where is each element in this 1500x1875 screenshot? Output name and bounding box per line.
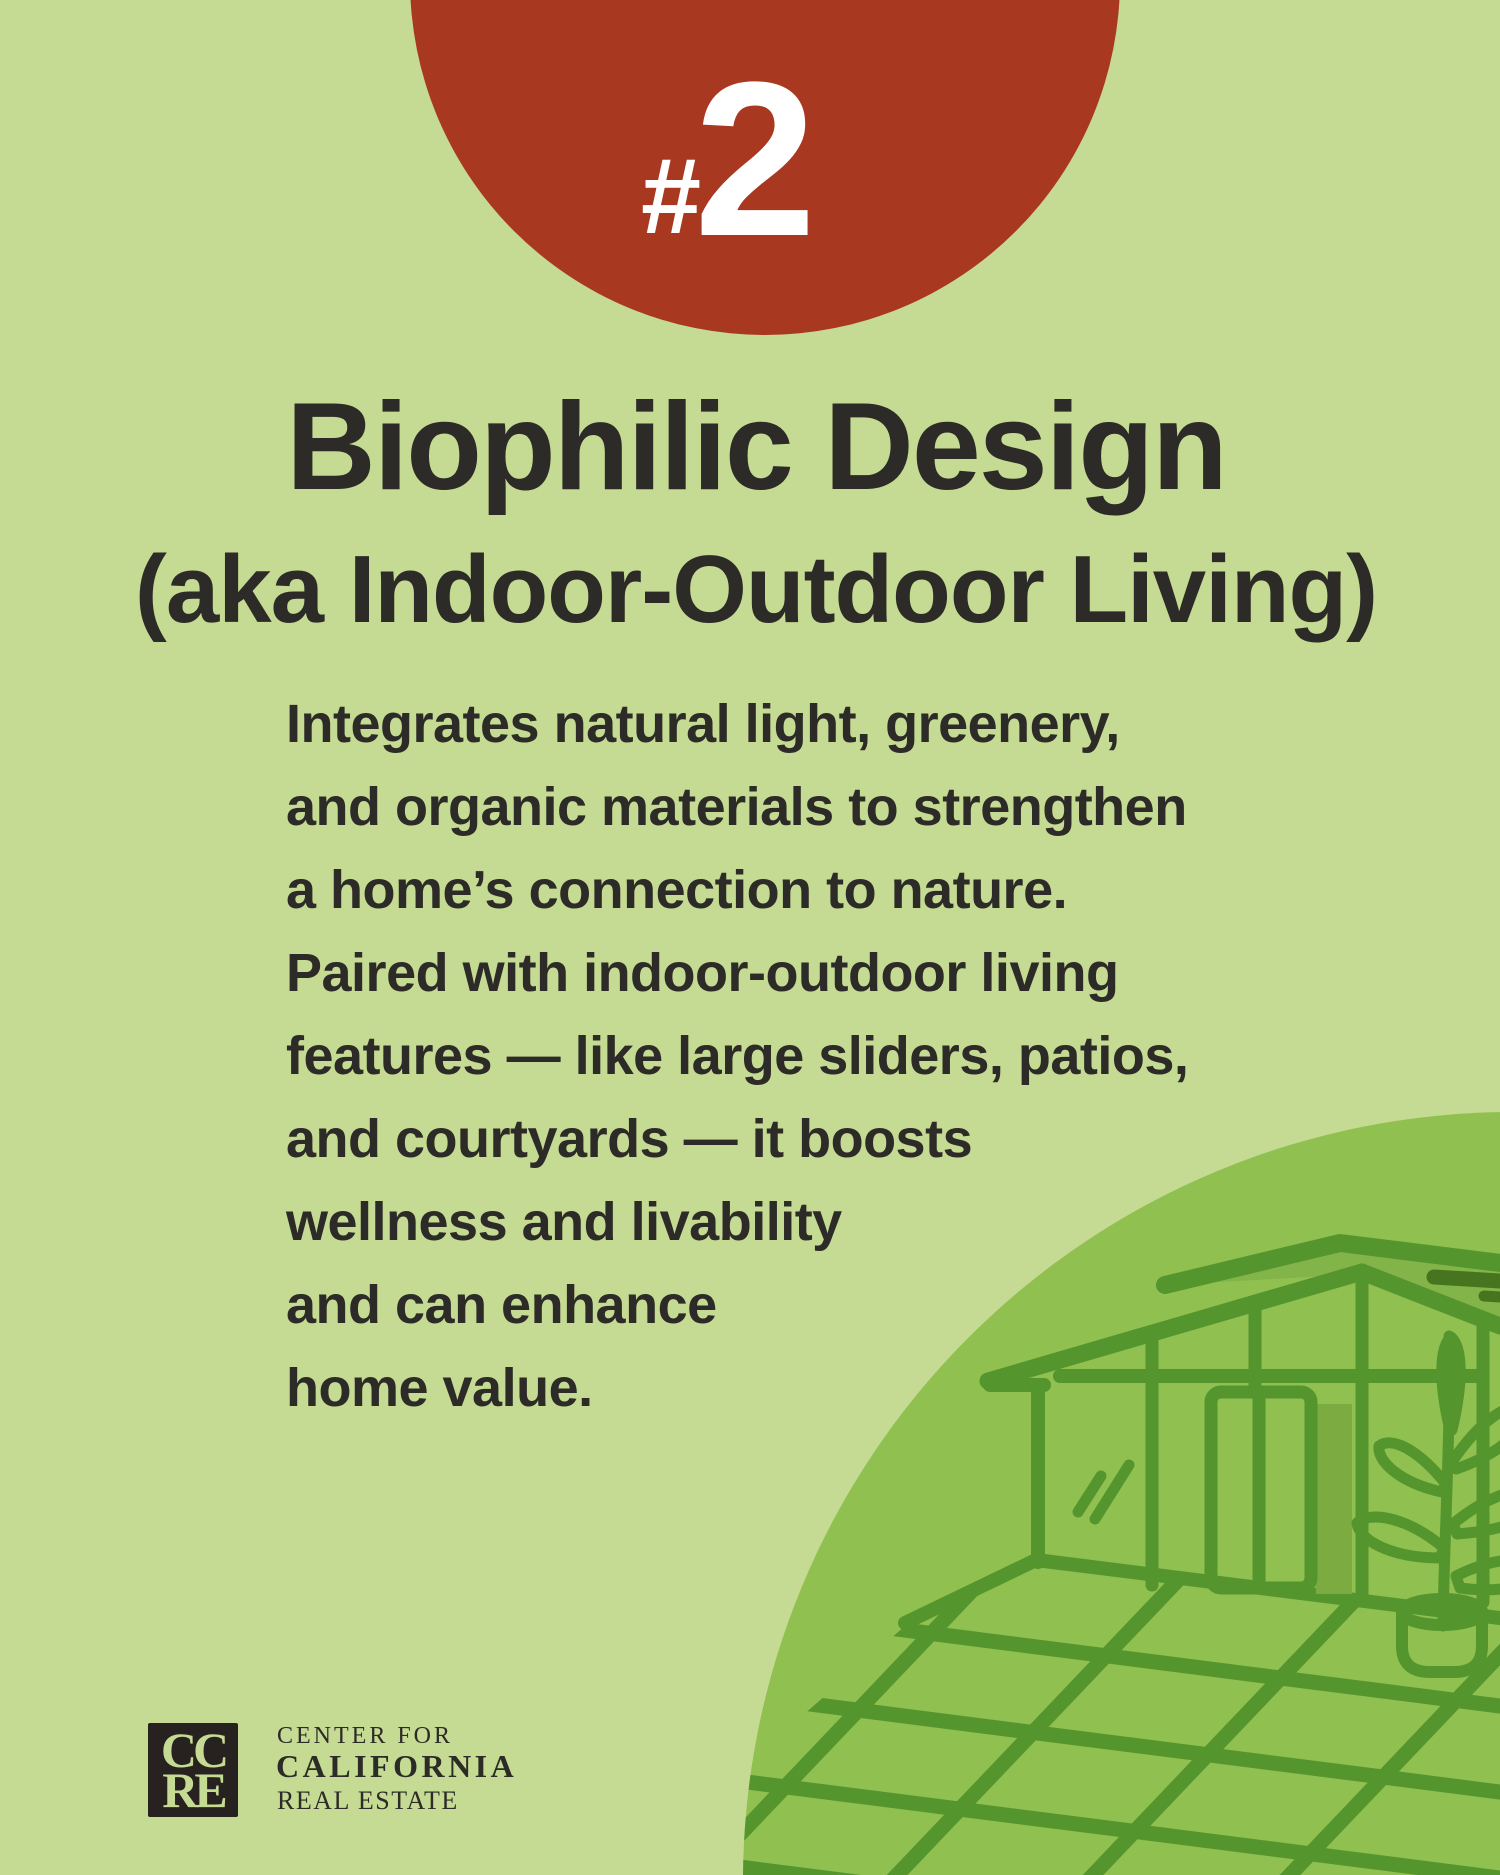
badge-number: 2 xyxy=(694,36,817,282)
ccre-logo-icon xyxy=(148,1723,238,1817)
body-line: home value. xyxy=(286,1358,593,1418)
body-line: Integrates natural light, greenery, xyxy=(286,694,1120,754)
body-line: wellness and livability xyxy=(286,1192,842,1252)
body-line: and can enhance xyxy=(286,1275,717,1335)
logo-center-for: CENTER FOR xyxy=(277,1723,454,1749)
page-title: Biophilic Design xyxy=(286,378,1226,516)
body-line: Paired with indoor-outdoor living xyxy=(286,943,1119,1003)
body-line: a home’s connection to nature. xyxy=(286,860,1068,920)
body-line: and organic materials to strengthen xyxy=(286,777,1187,837)
roof-shadow-stripe xyxy=(1434,1277,1500,1281)
roof-shadow-stripe-small xyxy=(1484,1296,1500,1297)
body-paragraph xyxy=(286,683,1246,1430)
ccre-monogram-bottom: RE xyxy=(162,1762,224,1818)
body-line: features — like large sliders, patios, xyxy=(286,1026,1189,1086)
body-line: and courtyards — it boosts xyxy=(286,1109,973,1169)
logo-california: CALIFORNIA xyxy=(276,1748,518,1784)
page-subtitle: (aka Indoor-Outdoor Living) xyxy=(134,536,1378,643)
logo-real-estate: REAL ESTATE xyxy=(277,1786,459,1815)
ccre-monogram-top: CC xyxy=(160,1722,226,1778)
badge-hash-symbol: # xyxy=(641,135,700,256)
open-door-shadow xyxy=(1316,1404,1352,1594)
